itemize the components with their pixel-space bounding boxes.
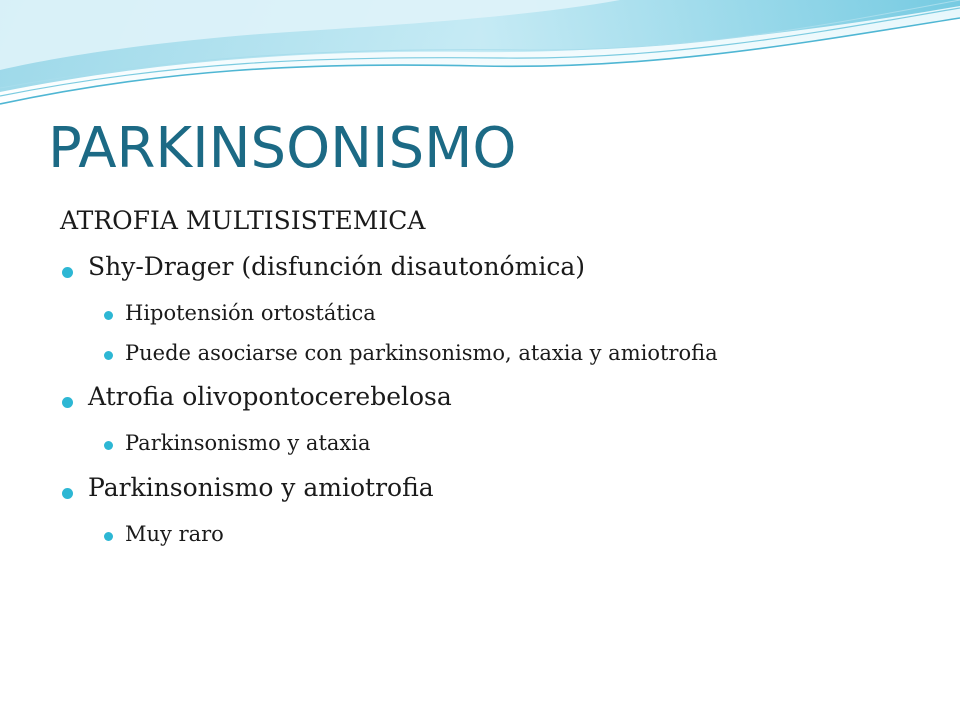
bullet-icon <box>104 441 113 450</box>
list-subitem: Hipotensión ortostática <box>125 301 376 325</box>
list-subitem: Parkinsonismo y ataxia <box>125 431 371 455</box>
list-item: Parkinsonismo y amiotrofia <box>88 473 434 502</box>
list-item: Shy-Drager (disfunción disautonómica) <box>88 252 585 281</box>
header-wave-decoration <box>0 0 960 120</box>
bullet-icon <box>62 397 73 408</box>
list-item: Atrofia olivopontocerebelosa <box>88 382 452 411</box>
list-subitem: Puede asociarse con parkinsonismo, ataxia y amiotrofia <box>125 341 718 365</box>
bullet-icon <box>62 488 73 499</box>
bullet-icon <box>104 532 113 541</box>
slide-title: PARKINSONISMO <box>48 116 517 181</box>
list-subitem: Muy raro <box>125 522 224 546</box>
section-heading: ATROFIA MULTISISTEMICA <box>60 206 426 235</box>
bullet-icon <box>104 311 113 320</box>
bullet-icon <box>104 351 113 360</box>
bullet-icon <box>62 267 73 278</box>
